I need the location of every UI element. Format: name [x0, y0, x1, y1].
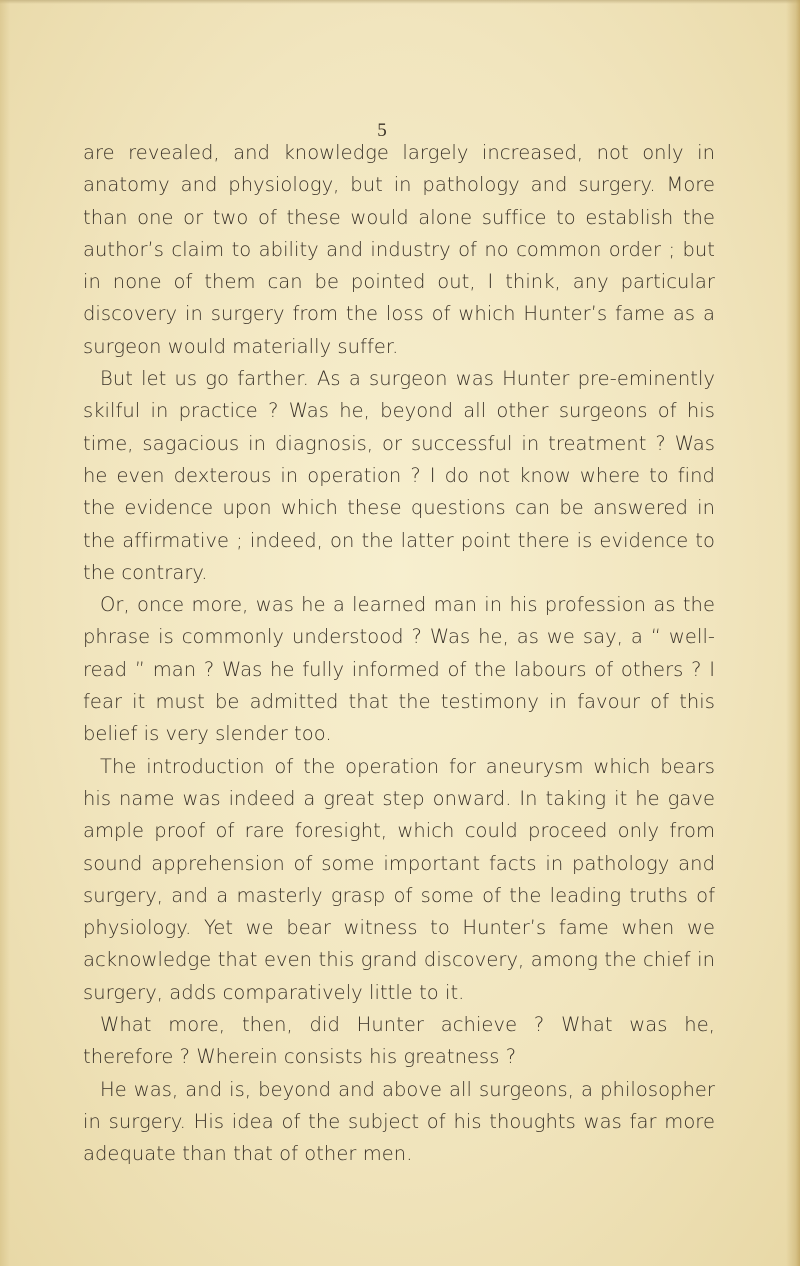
page-right-edge — [786, 0, 800, 1266]
paragraph: are revealed, and knowledge largely increased, not only in anatomy and physiology, but in pathology and surgery. More than one or two of these would alone suffice to establish the author’s claim to ability and industry of no common order ; but in none of them can be pointed out, I think, any particular discovery in surgery from the loss of which Hunter’s fame as a surgeon would materially suffer. — [83, 141, 715, 358]
paragraph: But let us go farther. As a surgeon was Hunter pre-eminently skilful in practice ? Was he, beyond all other surgeons of his time, sagacious in diagnosis, or successful in treatment ? Was he even dexterous in operation ? I do not know where to find the evidence upon which these questions can be answered in the affirmative ; indeed, on the latter point there is evidence to the contrary. — [83, 367, 715, 584]
paragraph: He was, and is, beyond and above all surgeons, a philosopher in surgery. His idea of the subject of his thoughts was far more adequate than that of other men. — [83, 1077, 715, 1166]
body-text — [83, 137, 715, 1171]
page-top-edge — [0, 0, 800, 4]
page-left-edge — [0, 0, 10, 1266]
paragraph: What more, then, did Hunter achieve ? What was he, therefore ? Wherein consists his greatness ? — [83, 1013, 715, 1069]
paragraph: The introduction of the operation for aneurysm which bears his name was indeed a great step onward. In taking it he gave ample proof of rare foresight, which could proceed only from sound apprehension of some important facts in pathology and surgery, and a masterly grasp of some of the leading truths of physiology. Yet we bear witness to Hunter’s fame when we acknowledge that even this grand discovery, among the chief in surgery, adds comparatively little to it. — [83, 754, 715, 1004]
page-number: 5 — [377, 120, 387, 141]
paragraph: Or, once more, was he a learned man in his profession as the phrase is commonly understood ? Was he, as we say, a “ well-read ” man ? Was he fully informed of the labours of others ? I fear it must be admitted that the testimony in favour of this belief is very slender too. — [83, 593, 715, 746]
